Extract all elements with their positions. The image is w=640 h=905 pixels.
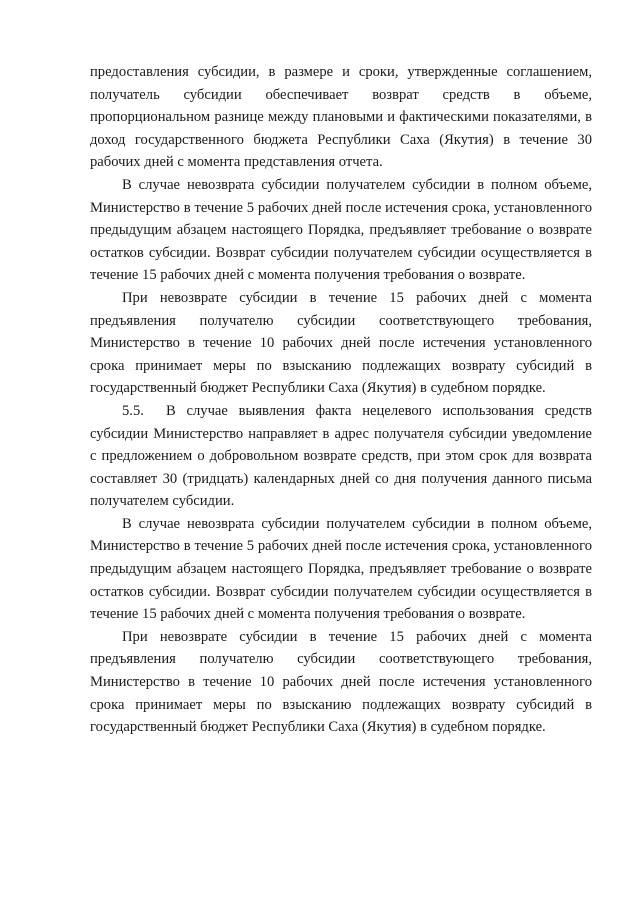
clause-text: В случае выявления факта нецелевого использования средств субсидии Министерство направляет в адрес получателя субсидии уведомление с предложением о добровольном возврате средств, при этом срок для возврата составляет 30 (тридцать) календарных дней со дня получения данного письма получателем субсидии. (90, 402, 592, 510)
paragraph-misuse-notice (90, 400, 592, 513)
document-page (90, 61, 592, 739)
paragraph-refund-deadline: предоставления субсидии, в размере и сроки, утвержденные соглашением, получатель субсидии обеспечивает возврат средств в объеме, пропорциональном разнице между плановыми и фактическими показателями, в доход государственного бюджета Республики Саха (Якутия) в течение 30 рабочих дней с момента представления отчета. (90, 64, 592, 171)
paragraph-court-recovery-2: При невозврате субсидии в течение 15 рабочих дней с момента предъявления получателю субсидии соответствующего требования, Министерство в течение 10 рабочих дней после истечения установленного срока принимает меры по взысканию подлежащих возврату субсидий в государственный бюджет Республики Саха (Якутия) в судебном порядке. (90, 628, 592, 736)
paragraph-nonrefund-demand-2: В случае невозврата субсидии получателем субсидии в полном объеме, Министерство в течение 5 рабочих дней после истечения срока, установленного предыдущим абзацем настоящего Порядка, предъявляет требование о возврате остатков субсидии. Возврат субсидии получателем субсидии осуществляется в течение 15 рабочих дней с момента получения требования о возврате. (90, 515, 592, 623)
paragraph-nonrefund-demand: В случае невозврата субсидии получателем субсидии в полном объеме, Министерство в течение 5 рабочих дней после истечения срока, установленного предыдущим абзацем настоящего Порядка, предъявляет требование о возврате остатков субсидии. Возврат субсидии получателем субсидии осуществляется в течение 15 рабочих дней с момента получения требования о возврате. (90, 176, 592, 284)
clause-number: 5.5. (122, 402, 144, 419)
paragraph-court-recovery: При невозврате субсидии в течение 15 рабочих дней с момента предъявления получателю субсидии соответствующего требования, Министерство в течение 10 рабочих дней после истечения установленного срока принимает меры по взысканию подлежащих возврату субсидий в государственный бюджет Республики Саха (Якутия) в судебном порядке. (90, 289, 592, 397)
